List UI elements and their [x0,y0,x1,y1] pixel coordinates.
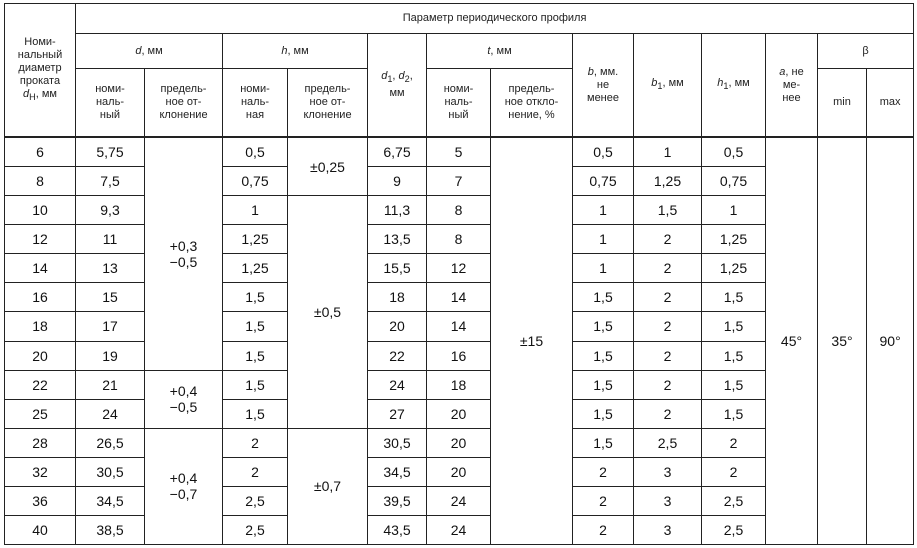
cell-h1: 0,5 [702,137,766,167]
cell-b1: 2 [634,254,702,283]
cell-dn: 16 [5,283,76,312]
cell-b1: 2 [634,399,702,428]
cell-t: 24 [427,486,491,515]
cell-h1: 1,5 [702,312,766,341]
cell-t: 24 [427,515,491,544]
cell-b: 1,5 [573,312,634,341]
cell-d-deviation-group-1: +0,3 −0,5 [145,137,223,370]
cell-a: 45° [766,137,818,545]
cell-d: 11 [76,225,145,254]
cell-h: 1,5 [223,283,288,312]
cell-d: 9,3 [76,196,145,225]
cell-d1d2: 11,3 [368,196,427,225]
cell-h-deviation-group-1: ±0,25 [288,137,368,196]
cell-d-deviation-group-2: +0,4 −0,5 [145,370,223,428]
cell-dn: 22 [5,370,76,399]
cell-h1: 1,5 [702,399,766,428]
cell-d: 34,5 [76,486,145,515]
header-beta: β [818,34,914,69]
cell-dn: 25 [5,399,76,428]
header-h-deviation: предель- ное от- клонение [288,69,368,138]
cell-dn: 28 [5,428,76,457]
cell-h1: 2,5 [702,515,766,544]
header-h1: $h_1$, мм [702,34,766,138]
header-a: a, не ме- нее [766,34,818,138]
header-h: h, мм [223,34,368,69]
cell-d1d2: 20 [368,312,427,341]
header-nominal-diameter: Номи- нальный диаметр проката $d_Н$, мм [5,4,76,138]
cell-t: 20 [427,457,491,486]
cell-d: 38,5 [76,515,145,544]
cell-h1: 1,5 [702,283,766,312]
cell-h: 2,5 [223,515,288,544]
cell-h: 1,25 [223,225,288,254]
cell-b: 1 [573,254,634,283]
cell-b: 1,5 [573,283,634,312]
cell-h-deviation-group-3: ±0,7 [288,428,368,544]
cell-b: 1,5 [573,341,634,370]
header-b: b, мм. не менее [573,34,634,138]
cell-d1d2: 13,5 [368,225,427,254]
cell-beta-min: 35° [818,137,867,545]
cell-dn: 12 [5,225,76,254]
cell-d: 13 [76,254,145,283]
cell-d1d2: 27 [368,399,427,428]
cell-h1: 2,5 [702,486,766,515]
cell-h1: 1,25 [702,225,766,254]
cell-d1d2: 43,5 [368,515,427,544]
cell-b1: 2 [634,341,702,370]
header-group-title: Параметр периодического профиля [76,4,914,34]
cell-b1: 2 [634,283,702,312]
table-row [5,137,914,167]
cell-d: 5,75 [76,137,145,167]
cell-h: 1,5 [223,370,288,399]
table-header [5,4,914,138]
cell-b: 1,5 [573,428,634,457]
cell-h1: 0,75 [702,167,766,196]
cell-d1d2: 18 [368,283,427,312]
cell-h1: 1 [702,196,766,225]
profile-parameters-table [4,3,914,545]
cell-b1: 3 [634,457,702,486]
cell-dn: 18 [5,312,76,341]
cell-b1: 2,5 [634,428,702,457]
cell-h1: 1,25 [702,254,766,283]
cell-d1d2: 9 [368,167,427,196]
cell-t: 20 [427,399,491,428]
cell-h: 2 [223,428,288,457]
cell-h: 2,5 [223,486,288,515]
cell-dn: 14 [5,254,76,283]
cell-b1: 1 [634,137,702,167]
cell-d: 17 [76,312,145,341]
cell-t: 14 [427,312,491,341]
header-beta-min: min [818,69,867,138]
cell-d: 15 [76,283,145,312]
cell-d1d2: 6,75 [368,137,427,167]
cell-t-deviation: ±15 [491,137,573,545]
cell-b: 1,5 [573,399,634,428]
header-d: d, мм [76,34,223,69]
cell-b: 2 [573,457,634,486]
cell-h: 2 [223,457,288,486]
cell-h: 0,75 [223,167,288,196]
cell-b1: 3 [634,486,702,515]
cell-t: 16 [427,341,491,370]
cell-t: 14 [427,283,491,312]
cell-d: 30,5 [76,457,145,486]
table-body [5,137,914,545]
header-d1-d2: $d_1$, $d_2$, мм [368,34,427,138]
cell-d: 24 [76,399,145,428]
cell-h1: 1,5 [702,370,766,399]
cell-dn: 10 [5,196,76,225]
cell-b1: 1,25 [634,167,702,196]
cell-h-deviation-group-2: ±0,5 [288,196,368,429]
cell-dn: 8 [5,167,76,196]
cell-dn: 20 [5,341,76,370]
cell-b: 1 [573,196,634,225]
cell-t: 12 [427,254,491,283]
cell-d: 21 [76,370,145,399]
cell-b: 0,5 [573,137,634,167]
cell-t: 5 [427,137,491,167]
header-h-nominal: номи- наль- ная [223,69,288,138]
cell-h1: 2 [702,428,766,457]
cell-d: 19 [76,341,145,370]
cell-d-deviation-group-3: +0,4 −0,7 [145,428,223,544]
cell-h: 1,5 [223,341,288,370]
cell-h1: 2 [702,457,766,486]
cell-t: 7 [427,167,491,196]
cell-h: 1 [223,196,288,225]
cell-d1d2: 15,5 [368,254,427,283]
cell-dn: 32 [5,457,76,486]
cell-t: 8 [427,196,491,225]
cell-t: 20 [427,428,491,457]
cell-h: 1,5 [223,399,288,428]
header-t-deviation: предель- ное откло- нение, % [491,69,573,138]
cell-d: 7,5 [76,167,145,196]
cell-b1: 2 [634,370,702,399]
cell-b: 1 [573,225,634,254]
cell-d: 26,5 [76,428,145,457]
cell-h: 0,5 [223,137,288,167]
header-b1: $b_1$, мм [634,34,702,138]
cell-dn: 6 [5,137,76,167]
cell-h1: 1,5 [702,341,766,370]
cell-dn: 36 [5,486,76,515]
cell-b: 0,75 [573,167,634,196]
cell-d1d2: 39,5 [368,486,427,515]
header-d-nominal: номи- наль- ный [76,69,145,138]
cell-h: 1,25 [223,254,288,283]
cell-beta-max: 90° [867,137,914,545]
cell-d1d2: 24 [368,370,427,399]
header-t-nominal: номи- наль- ный [427,69,491,138]
cell-t: 18 [427,370,491,399]
cell-d1d2: 30,5 [368,428,427,457]
header-d-deviation: предель- ное от- клонение [145,69,223,138]
cell-dn: 40 [5,515,76,544]
cell-b: 1,5 [573,370,634,399]
cell-t: 8 [427,225,491,254]
cell-d1d2: 34,5 [368,457,427,486]
cell-d1d2: 22 [368,341,427,370]
cell-b1: 3 [634,515,702,544]
cell-b: 2 [573,486,634,515]
header-beta-max: max [867,69,914,138]
header-t: t, мм [427,34,573,69]
cell-b1: 2 [634,312,702,341]
cell-h: 1,5 [223,312,288,341]
cell-b: 2 [573,515,634,544]
cell-b1: 1,5 [634,196,702,225]
cell-b1: 2 [634,225,702,254]
